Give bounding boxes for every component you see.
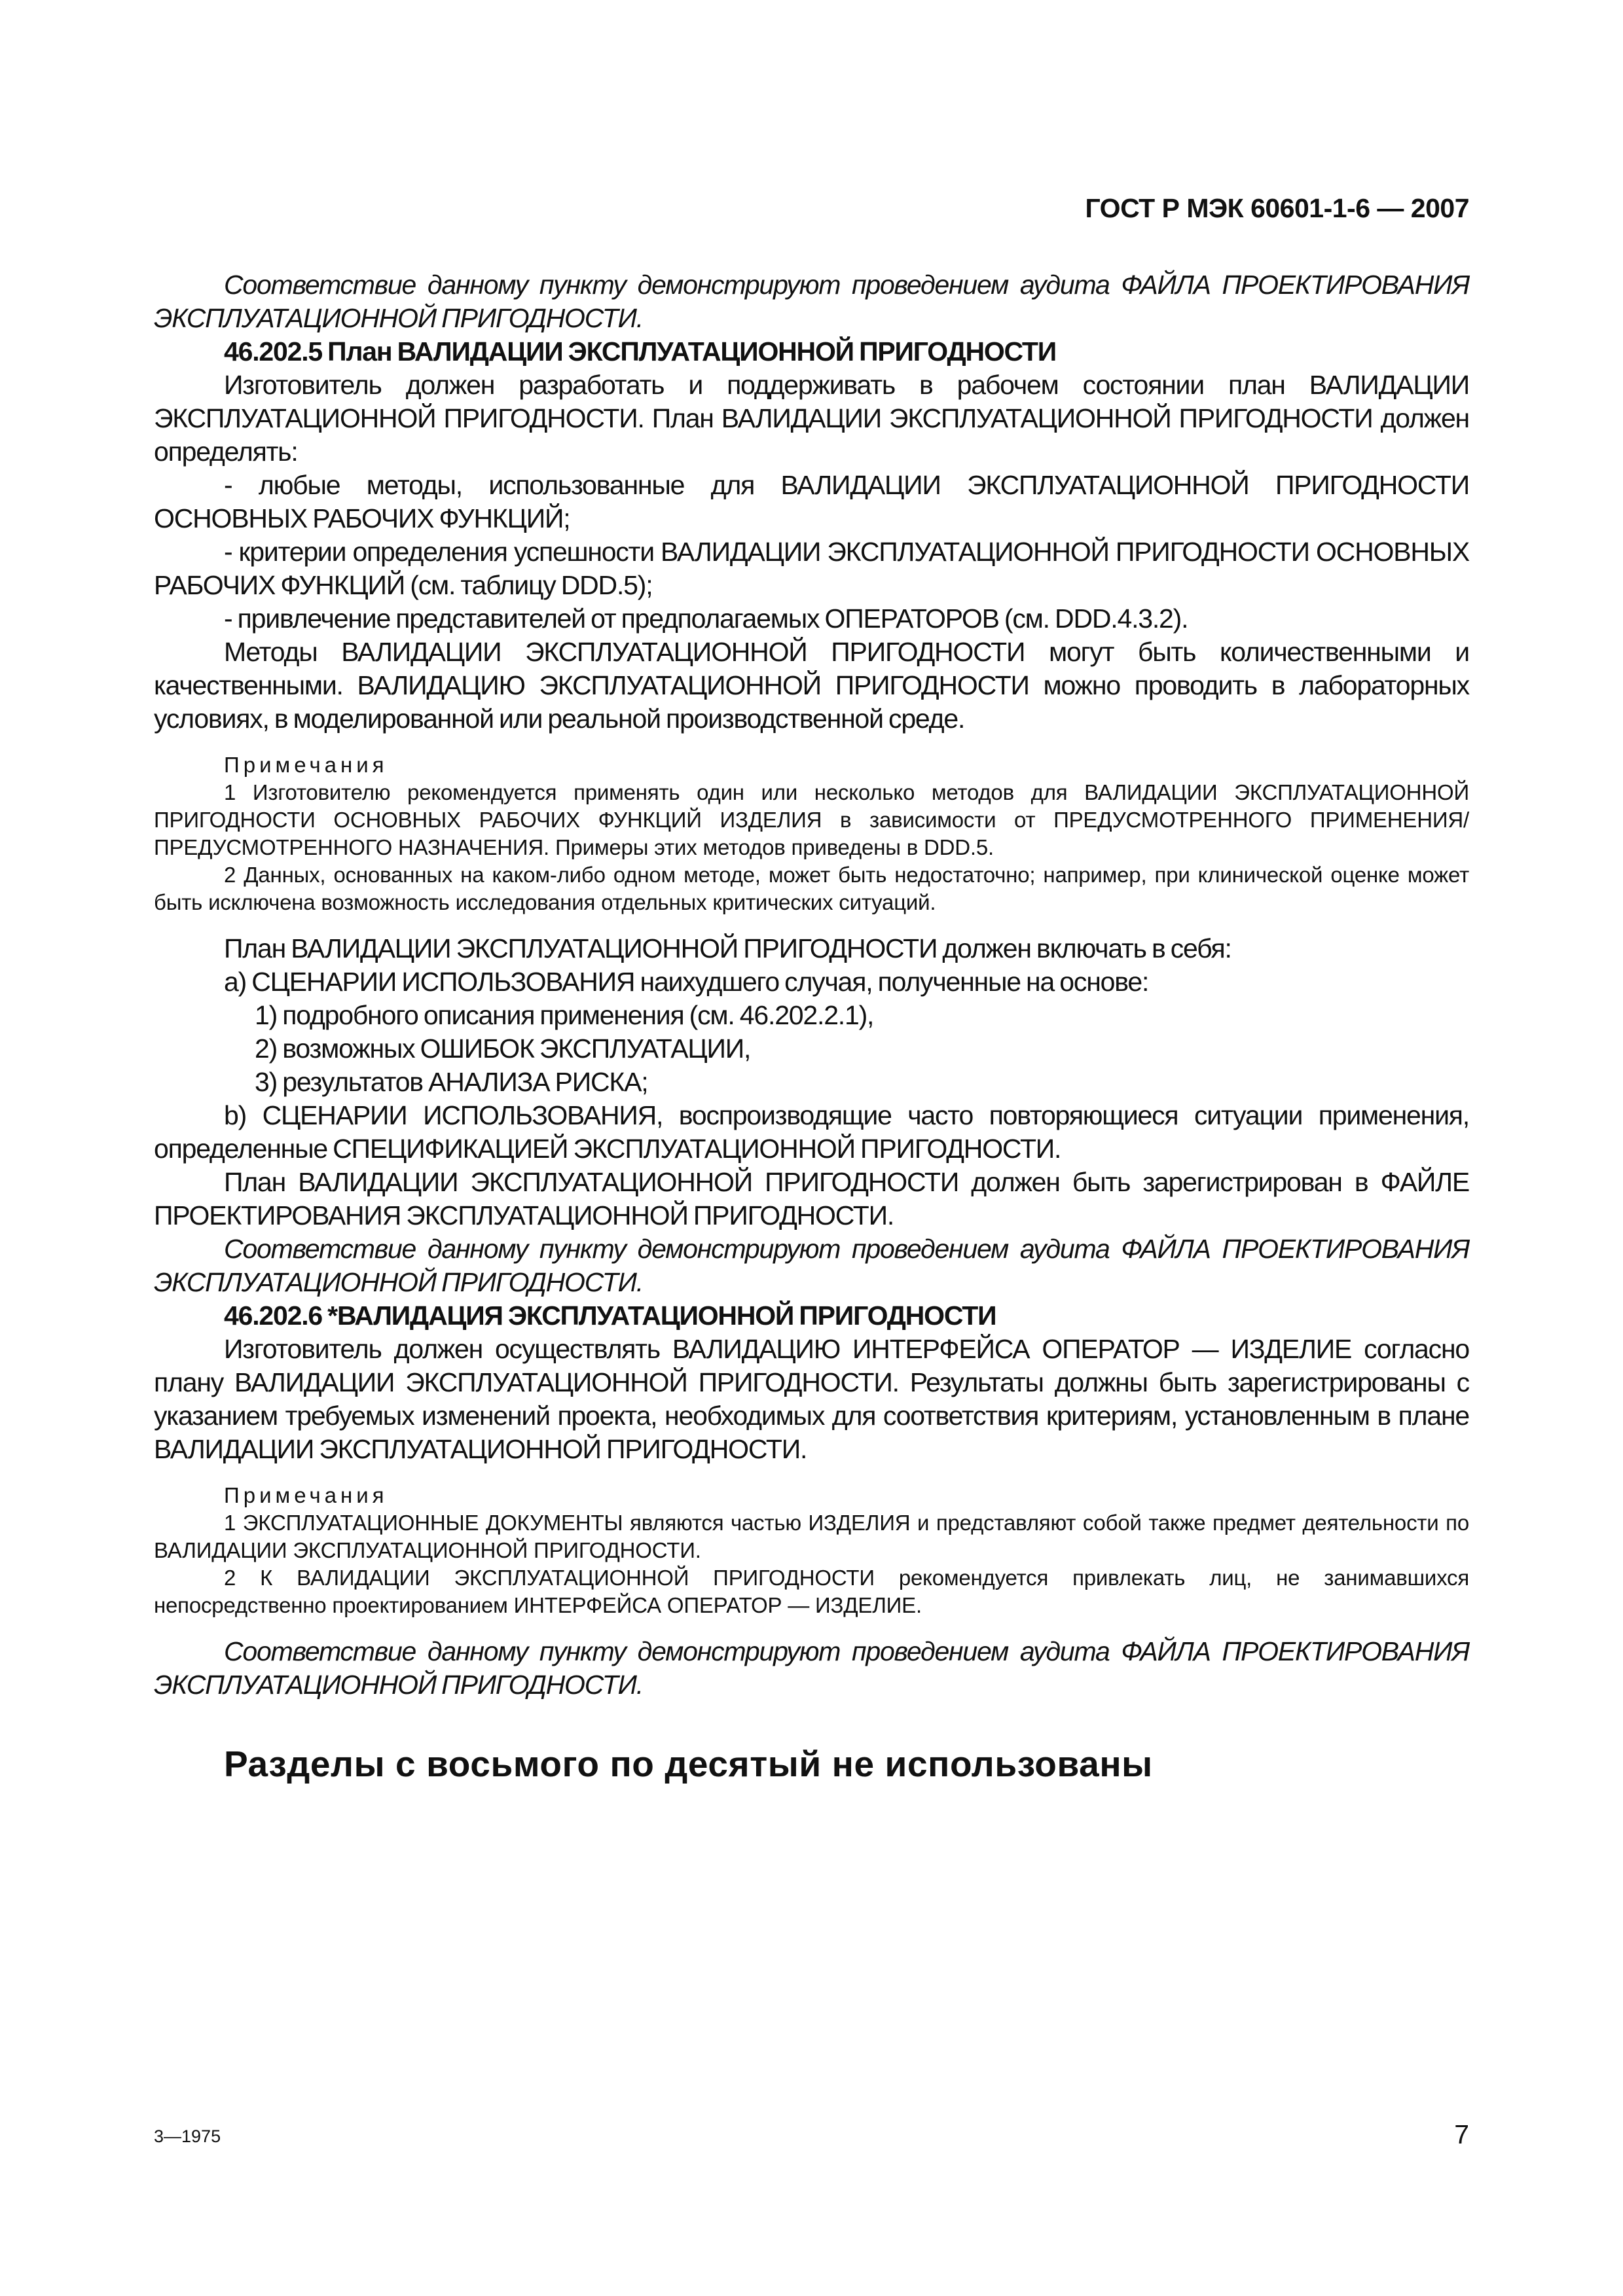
- page-number: 7: [1454, 2119, 1469, 2149]
- note-item: 2 К ВАЛИДАЦИИ ЭКСПЛУАТАЦИОННОЙ ПРИГОДНОСТИ рекомендуется привлекать лиц, не занимавшихся непосредственно проектированием ИНТЕРФЕЙСА ОПЕРАТОР — ИЗДЕЛИЕ.: [154, 1566, 1469, 1617]
- list-item: - любые методы, использованные для ВАЛИДАЦИИ ЭКСПЛУАТАЦИОННОЙ ПРИГОДНОСТИ ОСНОВНЫХ РАБОЧИХ ФУНКЦИЙ;: [154, 470, 1469, 533]
- clause-heading-46-202-6: 46.202.6 *ВАЛИДАЦИЯ ЭКСПЛУАТАЦИОННОЙ ПРИГОДНОСТИ: [224, 1300, 996, 1331]
- notes-title: Примечания: [224, 753, 388, 777]
- note-item: 1 ЭКСПЛУАТАЦИОННЫЕ ДОКУМЕНТЫ являются частью ИЗДЕЛИЯ и представляют собой также предмет деятельности по ВАЛИДАЦИИ ЭКСПЛУАТАЦИОННОЙ ПРИГОДНОСТИ.: [154, 1511, 1469, 1562]
- sub-list-item: 2) возможных ОШИБОК ЭКСПЛУАТАЦИИ,: [255, 1033, 751, 1064]
- clause-heading-46-202-5: 46.202.5 План ВАЛИДАЦИИ ЭКСПЛУАТАЦИОННОЙ ПРИГОДНОСТИ: [224, 336, 1057, 367]
- section-title: Разделы с восьмого по десятый не использованы: [224, 1744, 1153, 1784]
- list-item: a) СЦЕНАРИИ ИСПОЛЬЗОВАНИЯ наихудшего случая, полученные на основе:: [224, 967, 1149, 997]
- notes-block: [154, 1482, 1469, 1619]
- list-item: - привлечение представителей от предполагаемых ОПЕРАТОРОВ (см. DDD.4.3.2).: [224, 603, 1188, 634]
- body-paragraph: Изготовитель должен разработать и поддерживать в рабочем состоянии план ВАЛИДАЦИИ ЭКСПЛУАТАЦИОННОЙ ПРИГОДНОСТИ. План ВАЛИДАЦИИ ЭКСПЛУАТАЦИОННОЙ ПРИГОДНОСТИ должен определять:: [154, 370, 1469, 467]
- body-paragraph: План ВАЛИДАЦИИ ЭКСПЛУАТАЦИОННОЙ ПРИГОДНОСТИ должен быть зарегистрирован в ФАЙЛЕ ПРОЕКТИРОВАНИЯ ЭКСПЛУАТАЦИОННОЙ ПРИГОДНОСТИ.: [154, 1167, 1469, 1230]
- notes-title: Примечания: [224, 1483, 388, 1507]
- print-code: 3—1975: [154, 2126, 221, 2146]
- page-body: [154, 268, 1469, 1785]
- compliance-statement: Соответствие данному пункту демонстрируют проведением аудита ФАЙЛА ПРОЕКТИРОВАНИЯ ЭКСПЛУАТАЦИОННОЙ ПРИГОДНОСТИ.: [154, 270, 1469, 333]
- standard-designation: ГОСТ Р МЭК 60601-1-6 — 2007: [1085, 193, 1469, 223]
- note-item: 1 Изготовителю рекомендуется применять один или несколько методов для ВАЛИДАЦИИ ЭКСПЛУАТАЦИОННОЙ ПРИГОДНОСТИ ОСНОВНЫХ РАБОЧИХ ФУНКЦИЙ ИЗДЕЛИЯ в зависимости от ПРЕДУСМОТРЕННОГО ПРИМЕНЕНИЯ/ПРЕДУСМОТРЕННОГО НАЗНАЧЕНИЯ. Примеры этих методов приведены в DDD.5.: [154, 780, 1469, 859]
- note-item: 2 Данных, основанных на каком-либо одном методе, может быть недостаточно; например, при клинической оценке может быть исключена возможность исследования отдельных критических ситуаций.: [154, 863, 1469, 914]
- notes-block: [154, 751, 1469, 916]
- compliance-statement: Соответствие данному пункту демонстрируют проведением аудита ФАЙЛА ПРОЕКТИРОВАНИЯ ЭКСПЛУАТАЦИОННОЙ ПРИГОДНОСТИ.: [154, 1636, 1469, 1700]
- body-paragraph: План ВАЛИДАЦИИ ЭКСПЛУАТАЦИОННОЙ ПРИГОДНОСТИ должен включать в себя:: [224, 933, 1231, 963]
- list-item: b) СЦЕНАРИИ ИСПОЛЬЗОВАНИЯ, воспроизводящие часто повторяющиеся ситуации применения, определенные СПЕЦИФИКАЦИЕЙ ЭКСПЛУАТАЦИОННОЙ ПРИГОДНОСТИ.: [154, 1100, 1469, 1164]
- sub-list-item: 1) подробного описания применения (см. 46.202.2.1),: [255, 1000, 874, 1030]
- sub-list-item: 3) результатов АНАЛИЗА РИСКА;: [255, 1067, 648, 1097]
- body-paragraph: Методы ВАЛИДАЦИИ ЭКСПЛУАТАЦИОННОЙ ПРИГОДНОСТИ могут быть количественными и качественными. ВАЛИДАЦИЮ ЭКСПЛУАТАЦИОННОЙ ПРИГОДНОСТИ можно проводить в лабораторных условиях, в моделированной или реальной производственной среде.: [154, 637, 1469, 734]
- compliance-statement: Соответствие данному пункту демонстрируют проведением аудита ФАЙЛА ПРОЕКТИРОВАНИЯ ЭКСПЛУАТАЦИОННОЙ ПРИГОДНОСТИ.: [154, 1234, 1469, 1297]
- list-item: - критерии определения успешности ВАЛИДАЦИИ ЭКСПЛУАТАЦИОННОЙ ПРИГОДНОСТИ ОСНОВНЫХ РАБОЧИХ ФУНКЦИЙ (см. таблицу DDD.5);: [154, 537, 1469, 600]
- body-paragraph: Изготовитель должен осуществлять ВАЛИДАЦИЮ ИНТЕРФЕЙСА ОПЕРАТОР — ИЗДЕЛИЕ согласно плану ВАЛИДАЦИИ ЭКСПЛУАТАЦИОННОЙ ПРИГОДНОСТИ. Результаты должны быть зарегистрированы с указанием требуемых изменений проекта, необходимых для соответствия критериям, установленным в плане ВАЛИДАЦИИ ЭКСПЛУАТАЦИОННОЙ ПРИГОДНОСТИ.: [154, 1334, 1469, 1464]
